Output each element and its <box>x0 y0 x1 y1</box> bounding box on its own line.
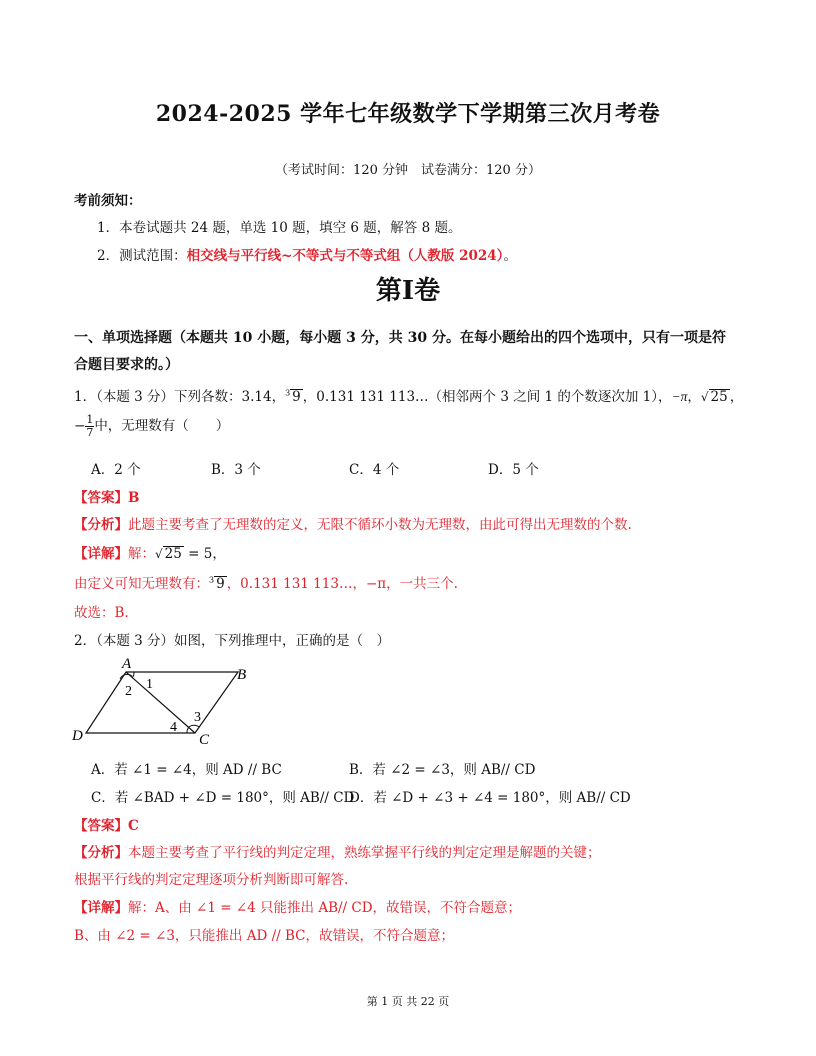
q1-detail-line2 <box>74 572 458 592</box>
q2-analysis-tag: 【分析】 <box>74 845 128 861</box>
q2-detail <box>74 896 521 916</box>
sqrt-symbol: √ <box>155 547 163 561</box>
q1-option-a: A．2 个 <box>91 462 141 478</box>
q1-frac-num: 1 <box>86 413 94 426</box>
test-scope: 相交线与平行线~不等式与不等式组（人教版 2024） <box>186 248 504 264</box>
q2-stem: 2．（本题 3 分）如图，下列推理中，正确的是（ ） <box>74 633 391 649</box>
notice-heading: 考前须知： <box>74 193 142 209</box>
q1-fraction <box>85 414 94 439</box>
section-heading-line2: 合题目要求的。） <box>74 357 179 373</box>
q1-prefix: 1．（本题 3 分）下列各数：3.14， <box>74 389 286 405</box>
angle-arc-1 <box>132 672 134 678</box>
q2-option-a: A．若 ∠1 = ∠4，则 AD // BC <box>91 762 282 778</box>
q1-sequence: ，0.131 131 113…（相邻两个 3 之间 1 的个数逐次加 1）， <box>302 389 672 405</box>
section-heading-line1: 一、单项选择题（本题共 10 小题，每小题 3 分，共 30 分。在每小题给出的四个选项中，只有一项是符 <box>74 330 726 346</box>
notice-item-2 <box>97 244 517 264</box>
angle-label-2: 2 <box>125 684 132 699</box>
q1-cbrt-index: 3 <box>285 388 291 398</box>
q1-detail <box>74 542 226 562</box>
angle-label-1: 1 <box>146 677 153 692</box>
parallelogram-figure <box>70 655 260 747</box>
q1-answer-value: B <box>128 490 140 506</box>
q2-option-c: C．若 ∠BAD + ∠D = 180°，则 AB// CD <box>91 790 355 806</box>
q1-answer-tag: 【答案】 <box>74 490 128 506</box>
q2-answer <box>74 814 139 834</box>
vertex-label-a: A <box>122 656 132 672</box>
q1-stem-line2 <box>74 414 229 439</box>
q2-answer-tag: 【答案】 <box>74 818 128 834</box>
q1-detail2-cbrt-radicand: 9 <box>216 576 225 592</box>
q1-option-d: D．5 个 <box>488 462 539 478</box>
q1-sqrt-radicand: 25 <box>710 389 728 405</box>
q1-comma: ， <box>687 389 701 405</box>
q1-option-c: C．4 个 <box>349 462 400 478</box>
diagonal-ac <box>126 672 195 733</box>
page-title: 2024-2025 学年七年级数学下学期第三次月考卷 <box>155 101 661 127</box>
angle-label-4: 4 <box>170 720 177 735</box>
q1-detail2-rest: ，0.131 131 113…，−π，一共三个. <box>226 576 458 592</box>
angle-arc-4 <box>187 727 189 733</box>
q1-conclusion: 故选：B. <box>74 605 129 621</box>
q1-frac-den: 7 <box>86 426 94 439</box>
q1-cbrt-radicand: 9 <box>292 389 301 405</box>
q1-detail2-cbrt-index: 3 <box>209 575 215 585</box>
q1-detail-tag: 【详解】 <box>74 546 128 562</box>
q1-neg-pi: −π <box>671 389 688 404</box>
q2-option-b: B．若 ∠2 = ∠3，则 AB// CD <box>349 762 536 778</box>
q2-answer-value: C <box>128 818 139 834</box>
q1-detail-prefix: 解： <box>128 546 155 562</box>
vertex-label-b: B <box>237 667 247 683</box>
angle-label-3: 3 <box>194 710 201 725</box>
q1-stem-rest: 中，无理数有（ ） <box>94 418 230 434</box>
notice-item-2-suffix: 。 <box>503 248 517 264</box>
q1-analysis-tag: 【分析】 <box>74 517 128 533</box>
q1-detail-sqrt: 25 <box>164 546 182 562</box>
q2-analysis-line2: 根据平行线的判定定理逐项分析判断即可解答. <box>74 872 349 888</box>
q1-answer <box>74 486 139 506</box>
q2-analysis-text: 本题主要考查了平行线的判定定理，熟练掌握平行线的判定定理是解题的关键； <box>128 845 601 861</box>
q1-analysis-text: 此题主要考查了无理数的定义，无限不循环小数为无理数，由此可得出无理数的个数. <box>128 517 632 533</box>
q2-option-d: D．若 ∠D + ∠3 + ∠4 = 180°，则 AB// CD <box>349 790 631 806</box>
sqrt-symbol: √ <box>700 390 709 404</box>
page-footer: 第 1 页 共 22 页 <box>366 995 450 1008</box>
angle-arc-3 <box>189 725 199 727</box>
q1-option-b: B．3 个 <box>211 462 261 478</box>
exam-info: （考试时间：120 分钟 试卷满分：120 分） <box>275 163 541 178</box>
vertex-label-c: C <box>199 732 210 747</box>
q2-detail-tag: 【详解】 <box>74 900 128 916</box>
notice-item-2-prefix: 2．测试范围： <box>97 248 187 264</box>
q2-analysis <box>74 841 601 861</box>
vertex-label-d: D <box>72 728 83 744</box>
parallelogram-abcd <box>86 672 238 733</box>
q1-detail2-prefix: 由定义可知无理数有： <box>74 576 209 592</box>
q1-detail-eq: = 5， <box>183 546 226 562</box>
q1-analysis <box>74 513 632 533</box>
notice-item-1: 1．本卷试题共 24 题，单选 10 题，填空 6 题，解答 8 题。 <box>97 220 462 236</box>
q2-detail-line2: B、由 ∠2 = ∠3，只能推出 AD // BC，故错误，不符合题意； <box>74 928 454 944</box>
q1-stem-line1: 1．（本题 3 分）下列各数：3.14，$^3$ 9 ，0.131 131 113…（相邻两个 3 之间 1 的个数逐次加 1），−π，√ 25 ， <box>74 388 744 405</box>
volume-title: 第Ⅰ卷 <box>375 276 441 306</box>
q1-frac-sign: − <box>74 418 86 434</box>
q2-detail-line1: 解：A、由 ∠1 = ∠4 只能推出 AB// CD，故错误，不符合题意； <box>128 900 522 916</box>
